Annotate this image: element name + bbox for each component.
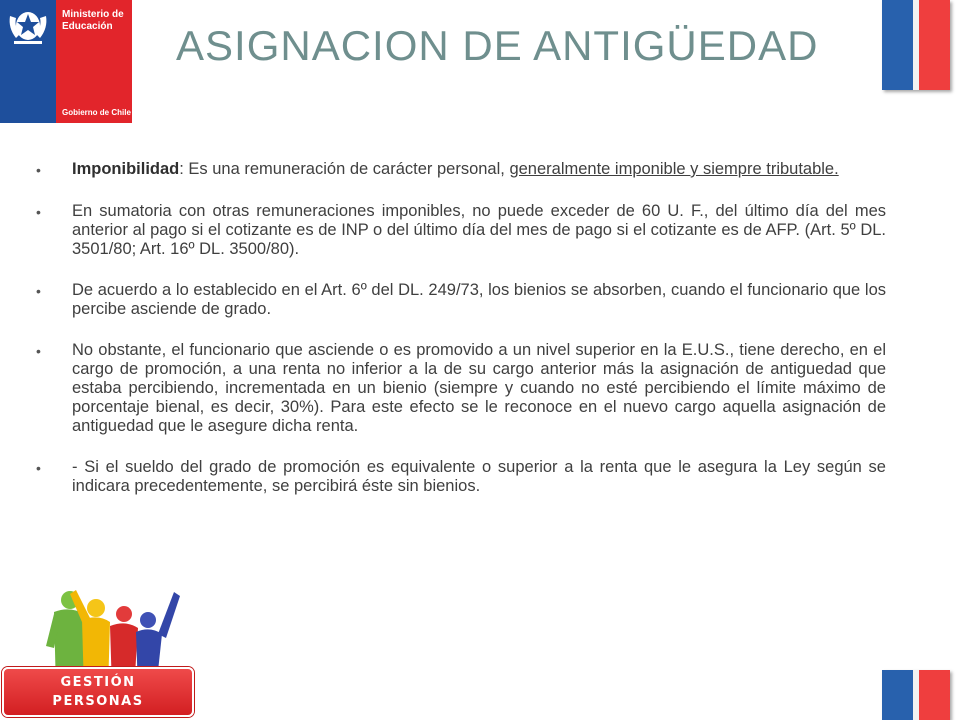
- bullet-text: De acuerdo a lo establecido en el Art. 6º del DL. 249/73, los bienios se absorben, cuando el funcionario que los percibe asciende de grado.: [72, 281, 886, 318]
- underlined-text: generalmente imponible y siempre tributable.: [509, 160, 839, 178]
- bullet-text: En sumatoria con otras remuneraciones imponibles, no puede exceder de 60 U. F., del último día del mes anterior al pago si el cotizante es de INP o del último día del mes de pago si el cotizante es de AFP. (Art. 5º DL. 3501/80; Art. 16º DL. 3500/80).: [72, 202, 886, 258]
- bullet-text: [72, 160, 886, 180]
- bullet-item: [36, 341, 886, 436]
- logo-blue-panel: [0, 0, 56, 123]
- bullet-text-part: : Es una remuneración de carácter personal,: [179, 160, 510, 178]
- bullet-item: [36, 458, 886, 496]
- badge-line-2: PERSONAS: [52, 694, 144, 709]
- logo-red-panel: [56, 0, 132, 123]
- flag-decoration-top: [882, 0, 950, 90]
- crest-icon: [6, 6, 50, 46]
- ministry-logo: [0, 0, 132, 123]
- bullet-text: No obstante, el funcionario que asciende o es promovido a un nivel superior en la E.U.S., tiene derecho, en el cargo de promoción, a una renta no inferior a la de su cargo anterior más la asignación de antiguedad que estaba percibiendo, incrementada en un bienio (siempre y cuando no esté percibiendo el límite máximo de porcentaje bienal, es decir, 30%). Para este efecto se le reconoce en el nuevo cargo aquella asignación de antiguedad que le asegure dicha renta.: [72, 341, 886, 435]
- bullet-text: - Si el sueldo del grado de promoción es equivalente o superior a la renta que le asegura la Ley según se indicara precedentemente, se percibirá éste sin bienios.: [72, 458, 886, 495]
- logo-government-text: Gobierno de Chile: [62, 108, 131, 117]
- bullet-dot-icon: •: [36, 283, 41, 299]
- bullet-label: Imponibilidad: [72, 160, 180, 178]
- bullet-list: [36, 160, 886, 518]
- bullet-item: [36, 281, 886, 319]
- bullet-dot-icon: •: [36, 204, 41, 220]
- bullet-dot-icon: •: [36, 343, 41, 359]
- bullet-dot-icon: •: [36, 460, 41, 476]
- page-title: ASIGNACION DE ANTIGÜEDAD: [176, 22, 819, 69]
- gestion-personas-badge: [2, 667, 194, 717]
- logo-ministry-text: Ministerio de Educación: [62, 9, 124, 32]
- flag-decoration-bottom: [882, 670, 950, 720]
- bullet-dot-icon: •: [36, 162, 41, 178]
- bullet-item: [36, 160, 886, 180]
- bullet-item: [36, 202, 886, 259]
- badge-line-1: GESTIÓN: [60, 675, 136, 690]
